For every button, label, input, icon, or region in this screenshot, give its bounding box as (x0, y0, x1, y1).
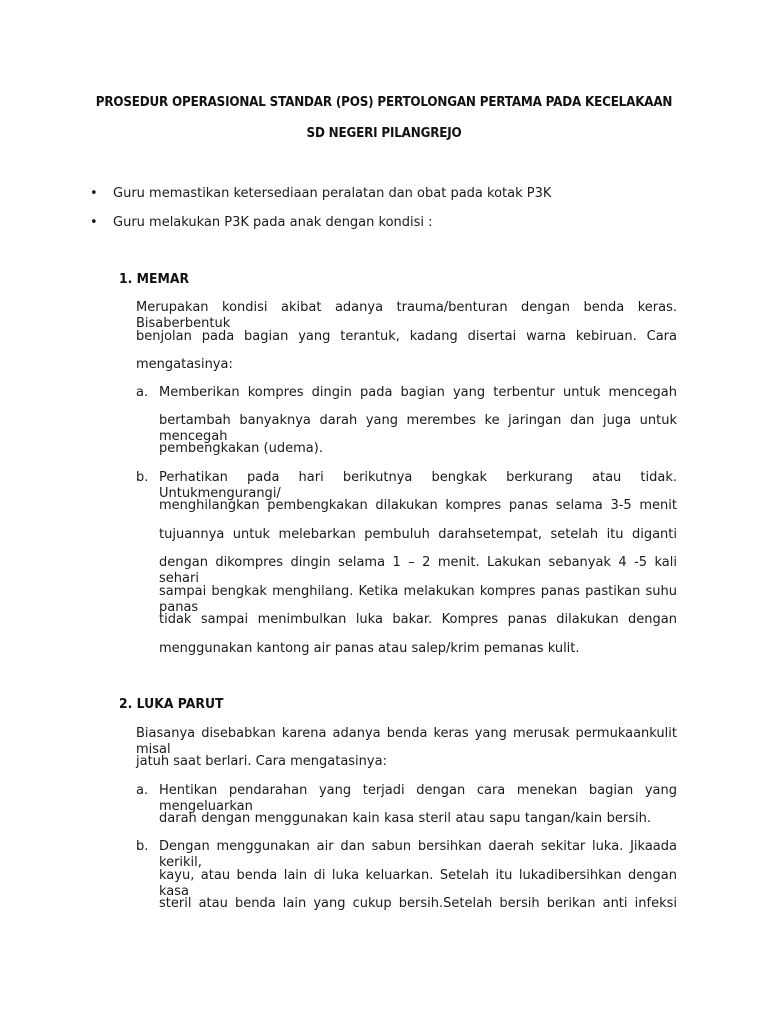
list-item-line: menggunakan kantong air panas atau salep/krim pemanas kulit. (159, 641, 580, 656)
bullet-dot-icon: • (90, 186, 98, 201)
document-title: PROSEDUR OPERASIONAL STANDAR (POS) PERTOLONGAN PERTAMA PADA KECELAKAAN (95, 95, 673, 110)
list-item-line: Hentikan pendarahan yang terjadi dengan cara menekan bagian yang mengeluarkan (159, 783, 677, 814)
paragraph-line: jatuh saat berlari. Cara mengatasinya: (136, 754, 387, 769)
list-item-line: Memberikan kompres dingin pada bagian yang terbentur untuk mencegah (159, 385, 677, 400)
list-marker: b. (136, 839, 149, 854)
bullet-text: Guru memastikan ketersediaan peralatan dan obat pada kotak P3K (113, 186, 552, 201)
paragraph-line: mengatasinya: (136, 357, 233, 372)
document-subtitle: SD NEGERI PILANGREJO (306, 126, 462, 141)
paragraph-line: Merupakan kondisi akibat adanya trauma/benturan dengan benda keras. Bisaberbentuk (136, 300, 677, 331)
list-item-line: sampai bengkak menghilang. Ketika melakukan kompres panas pastikan suhu panas (159, 584, 677, 615)
paragraph-line: benjolan pada bagian yang terantuk, kadang disertai warna kebiruan. Cara (136, 329, 677, 344)
section-heading-memar: 1. MEMAR (119, 271, 190, 287)
list-item-line: darah dengan menggunakan kain kasa steril atau sapu tangan/kain bersih. (159, 811, 651, 826)
list-item-line: Dengan menggunakan air dan sabun bersihkan daerah sekitar luka. Jikaada kerikil, (159, 839, 677, 870)
section-heading-luka-parut: 2. LUKA PARUT (119, 696, 224, 712)
list-item-line: pembengkakan (udema). (159, 441, 323, 456)
list-item-line: kayu, atau benda lain di luka keluarkan. Setelah itu lukadibersihkan dengan kasa (159, 868, 677, 899)
list-item-line: steril atau benda lain yang cukup bersih.Setelah bersih berikan anti infeksi (159, 896, 677, 911)
list-item-line: Perhatikan pada hari berikutnya bengkak berkurang atau tidak. Untukmengurangi/ (159, 470, 677, 501)
list-item-line: tidak sampai menimbulkan luka bakar. Kompres panas dilakukan dengan (159, 612, 677, 627)
list-marker: a. (136, 783, 149, 798)
bullet-text: Guru melakukan P3K pada anak dengan kondisi : (113, 215, 433, 230)
list-marker: a. (136, 385, 149, 400)
bullet-dot-icon: • (90, 215, 98, 230)
list-item-line: dengan dikompres dingin selama 1 – 2 menit. Lakukan sebanyak 4 -5 kali sehari (159, 555, 677, 586)
list-item-line: bertambah banyaknya darah yang merembes ke jaringan dan juga untuk mencegah (159, 413, 677, 444)
list-item-line: menghilangkan pembengkakan dilakukan kompres panas selama 3-5 menit (159, 498, 677, 513)
list-marker: b. (136, 470, 149, 485)
list-item-line: tujuannya untuk melebarkan pembuluh darahsetempat, setelah itu diganti (159, 527, 677, 542)
paragraph-line: Biasanya disebabkan karena adanya benda keras yang merusak permukaankulit misal (136, 726, 677, 757)
